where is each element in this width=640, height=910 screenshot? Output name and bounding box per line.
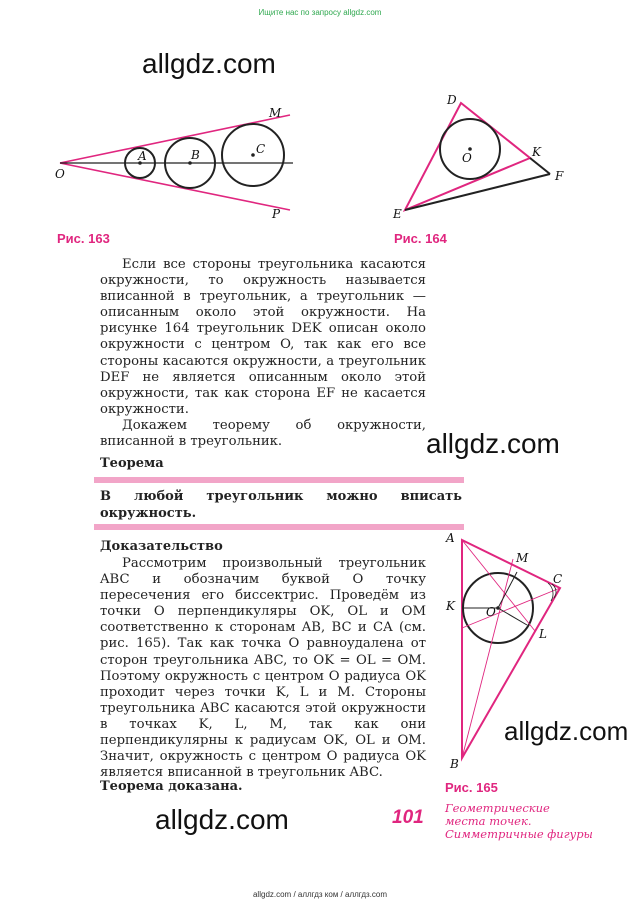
watermark: allgdz.com: [142, 48, 276, 79]
label-A: A: [446, 531, 455, 545]
intro-paragraph: [100, 257, 426, 450]
label-M: M: [269, 106, 282, 120]
proof-title: Доказательство: [100, 539, 223, 554]
label-C: C: [256, 142, 266, 156]
proof-body: [100, 556, 426, 781]
chapter-note: [445, 802, 593, 841]
theorem-bar-bottom: [94, 524, 464, 530]
page-number: 101: [392, 807, 424, 828]
label-O: O: [55, 167, 65, 181]
label-M: M: [516, 551, 529, 565]
figure-164: [385, 88, 575, 228]
label-L: L: [539, 627, 547, 641]
label-P: P: [272, 207, 281, 221]
theorem-title: Теорема: [100, 456, 164, 471]
figure-163: [50, 100, 310, 225]
label-B: B: [191, 148, 200, 162]
label-K: K: [446, 599, 455, 613]
theorem-bar-top: [94, 477, 464, 483]
header-note: Ищите нас по запросу allgdz.com: [258, 8, 382, 17]
label-O: O: [486, 605, 496, 619]
label-K: K: [532, 145, 541, 159]
figure-165-caption: Рис. 165: [445, 780, 498, 795]
figure-165: [440, 528, 580, 776]
chapter-note-line: Геометрические: [445, 801, 550, 815]
label-D: D: [447, 93, 457, 107]
chapter-note-line: места точек.: [445, 814, 532, 828]
theorem-text: В любой треугольник можно вписать окружность.: [100, 489, 462, 521]
watermark: allgdz.com: [426, 428, 560, 459]
label-E: E: [393, 207, 402, 221]
label-F: F: [555, 169, 564, 183]
footer-links: allgdz.com / аллгдз ком / аллгдз.com: [252, 890, 388, 899]
label-B: B: [450, 757, 459, 771]
label-O: O: [462, 151, 472, 165]
watermark: allgdz.com: [504, 716, 629, 746]
label-A: A: [138, 149, 147, 163]
paragraph-theorem-lead: Докажем теорему об окружности, вписанной в треугольник.: [100, 417, 426, 450]
paragraph-incircle-definition: Если все стороны треугольника касаются окружности, то окружность называется вписанной в треугольник, а треугольник — описанным около этой окружности. На рисунке 164 треугольник DEK описан около окружности с центром O, так как его все стороны касаются окружности, а треугольник DEF не является описанным около этой окружности, так как сторона EF не касается окружности.: [100, 257, 426, 417]
watermark: allgdz.com: [155, 804, 289, 835]
proof-end: Теорема доказана.: [100, 779, 243, 794]
chapter-note-line: Симметричные фигуры: [445, 827, 593, 841]
proof-text: Рассмотрим произвольный треугольник ABC и обозначим буквой O точку пересечения его биссектрис. Проведём из точки O перпендикуляры OK, OL и OM соответственно к сторонам AB, BC и CA (см. рис. 165). Так как точка O равноудалена от сторон треугольника ABC, то OK = OL = OM. Поэтому окружность с центром O радиуса OK проходит через точки K, L и M. Стороны треугольника ABC касаются этой окружности в точках K, L, M, так как они перпендикулярны к радиусам OK, OL и OM. Значит, окружность с центром O радиуса OK является вписанной в треугольник ABC.: [100, 556, 426, 781]
label-C: C: [553, 572, 563, 586]
figure-164-caption: Рис. 164: [394, 231, 447, 246]
figure-163-caption: Рис. 163: [57, 231, 110, 246]
